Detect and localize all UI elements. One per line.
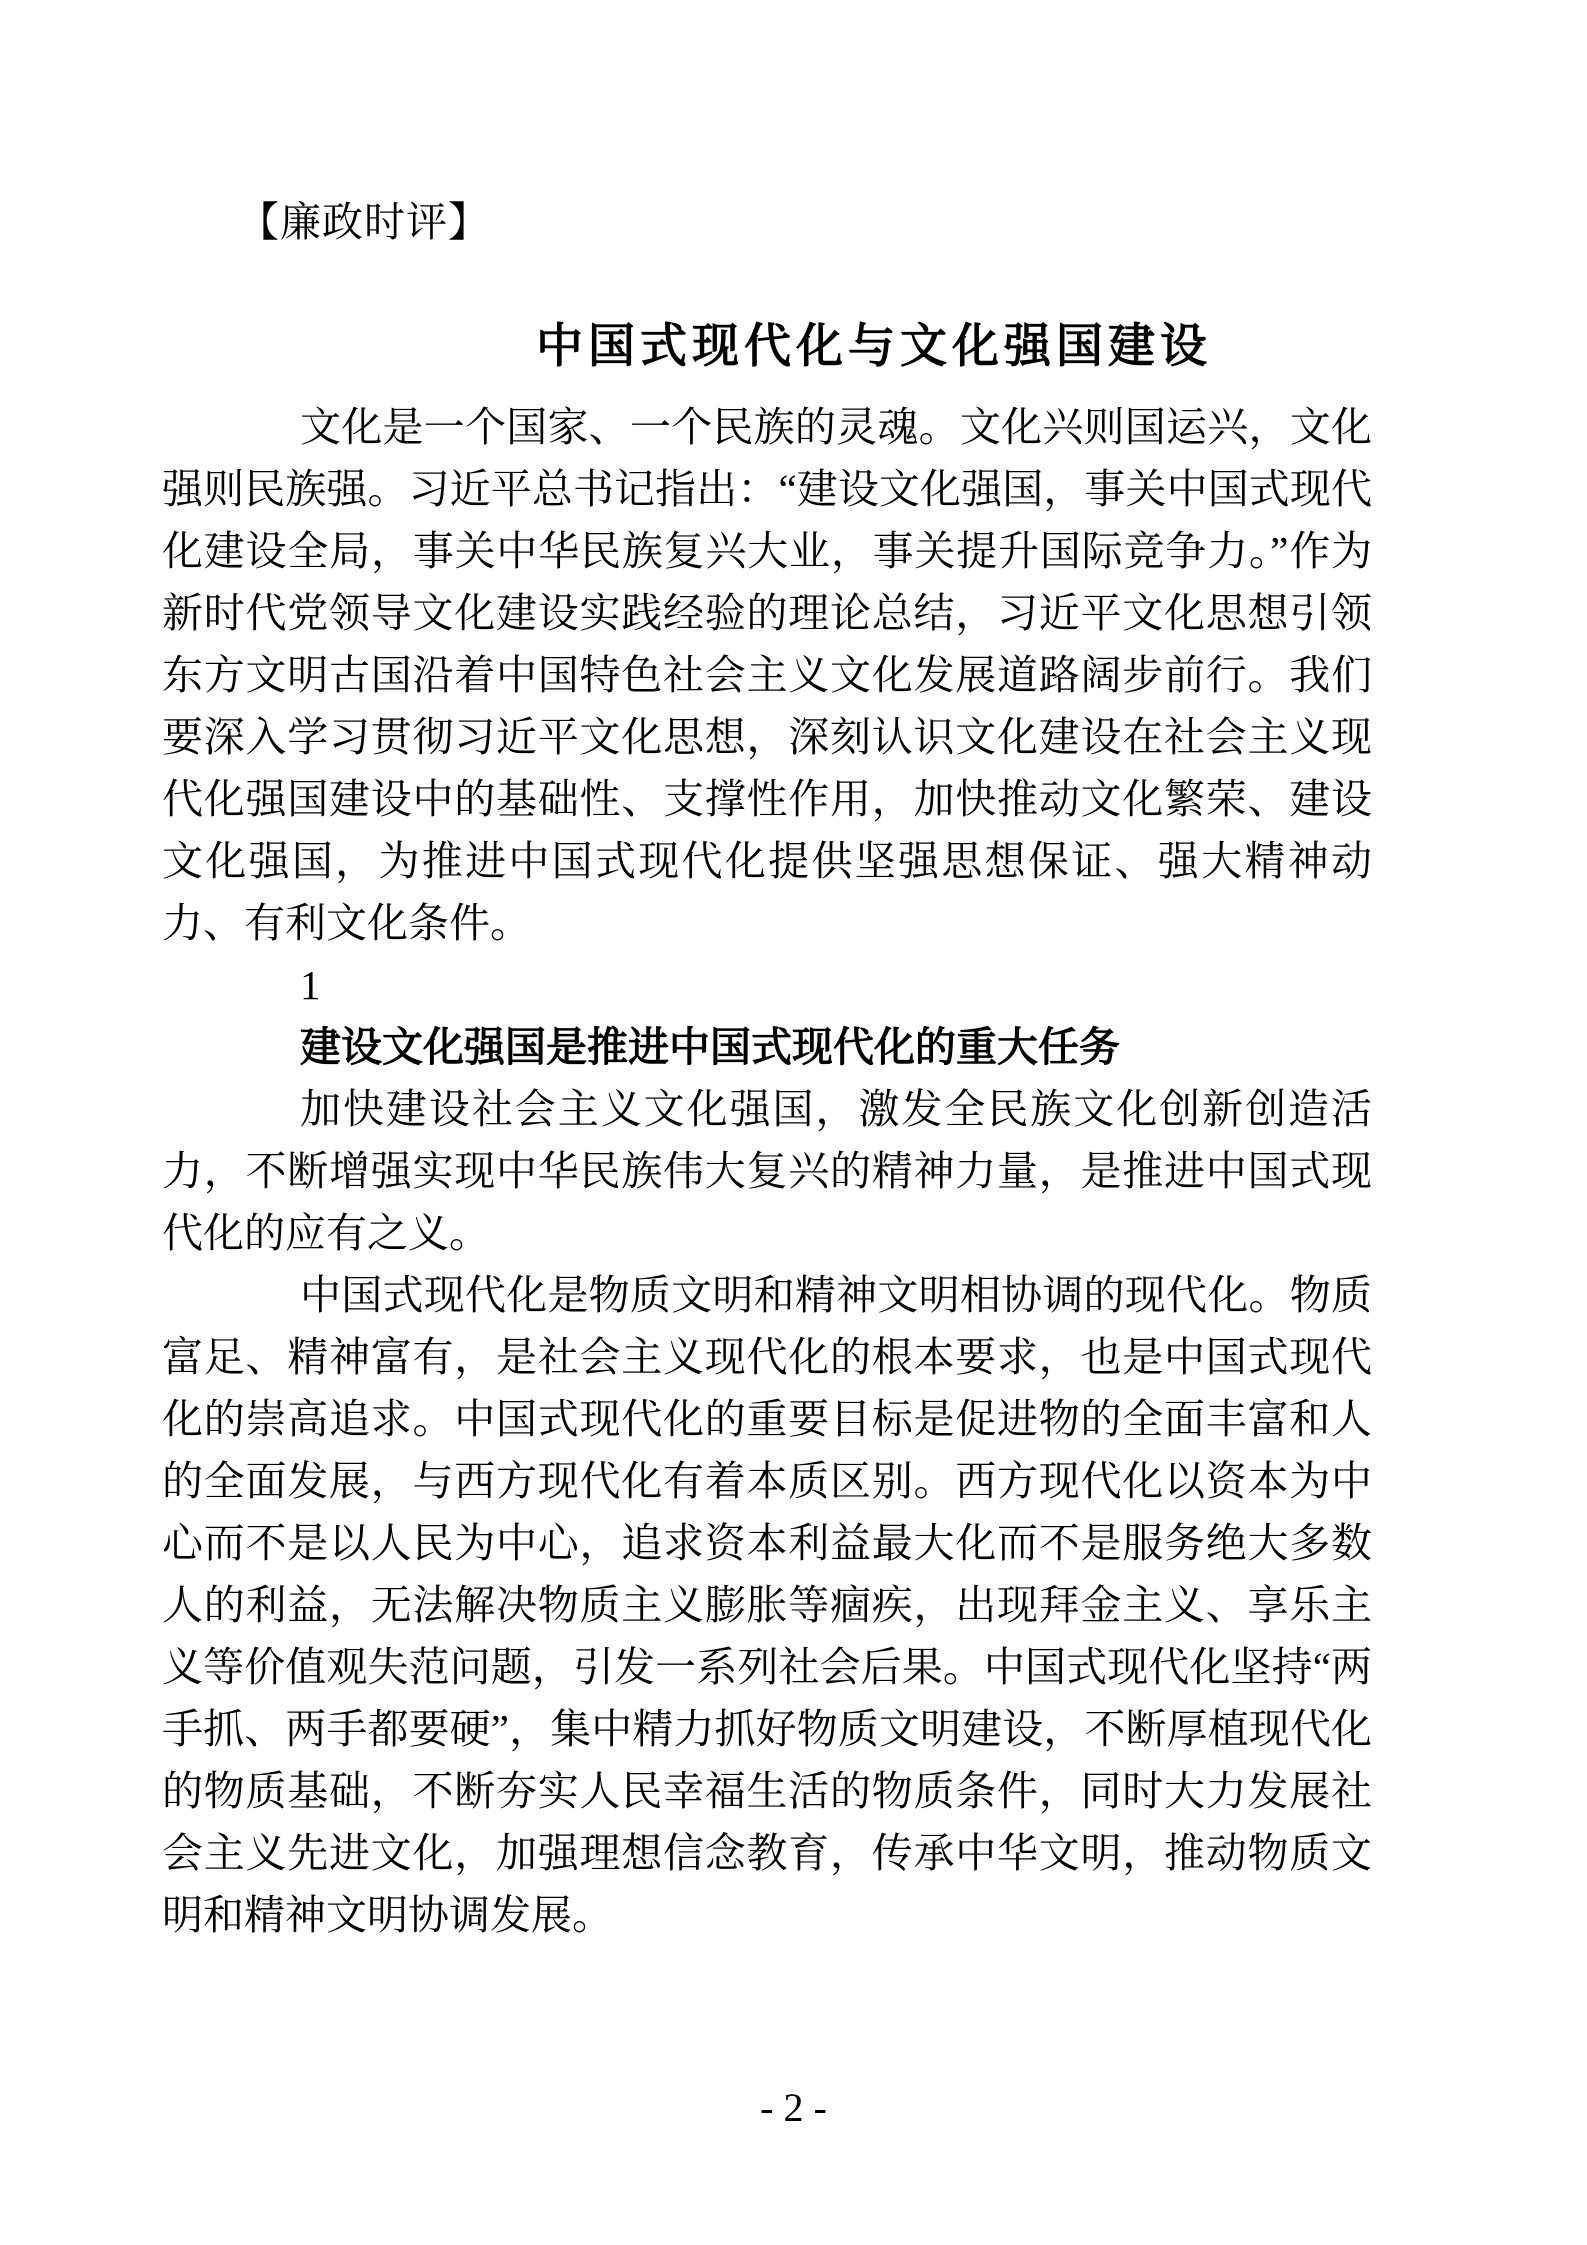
section-heading: 建设文化强国是推进中国式现代化的重大任务 xyxy=(300,1024,1120,1070)
page-number: - 2 - xyxy=(760,2085,827,2130)
paragraph-intro: 文化是一个国家、一个民族的灵魂。文化兴则国运兴，文化强则民族强。习近平总书记指出：“建设文化强国，事关中国式现代化建设全局，事关中华民族复兴大业，事关提升国际竞争力。”作为新时代党领导文化建设实践经验的理论总结，习近平文化思想引领东方文明古国沿着中国特色社会主义文化发展道路阔步前行。我们要深入学习贯彻习近平文化思想，深刻认识文化建设在社会主义现代化强国建设中的基础性、支撑性作用，加快推动文化繁荣、建设文化强国，为推进中国式现代化提供坚强思想保证、强大精神动力、有利文化条件。 xyxy=(162,404,1372,946)
column-tag: 【廉政时评】 xyxy=(238,199,490,245)
paragraph-section-lead: 加快建设社会主义文化强国，激发全民族文化创新创造活力，不断增强实现中华民族伟大复兴的精神力量，是推进中国式现代化的应有之义。 xyxy=(162,1086,1372,1256)
document-body xyxy=(162,396,1372,1946)
page-footer xyxy=(0,2086,1587,2130)
paragraph-section-main: 中国式现代化是物质文明和精神文明相协调的现代化。物质富足、精神富有，是社会主义现代化的根本要求，也是中国式现代化的崇高追求。中国式现代化的重要目标是促进物的全面丰富和人的全面发展，与西方现代化有着本质区别。西方现代化以资本为中心而不是以人民为中心，追求资本利益最大化而不是服务绝大多数人的利益，无法解决物质主义膨胀等痼疾，出现拜金主义、享乐主义等价值观失范问题，引发一系列社会后果。中国式现代化坚持“两手抓、两手都要硬”，集中精力抓好物质文明建设，不断厚植现代化的物质基础，不断夯实人民幸福生活的物质条件，同时大力发展社会主义先进文化，加强理想信念教育，传承中华文明，推动物质文明和精神文明协调发展。 xyxy=(162,1272,1372,1938)
section-number: 1 xyxy=(300,962,321,1008)
document-title: 中国式现代化与文化强国建设 xyxy=(536,321,1212,373)
